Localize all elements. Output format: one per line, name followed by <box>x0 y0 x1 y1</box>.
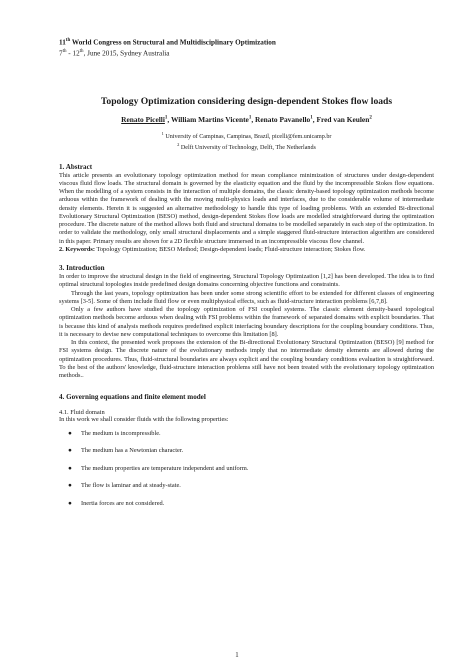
fluid-domain-subheading: 4.1. Fluid domain <box>59 409 105 417</box>
affiliations <box>59 130 434 153</box>
author-name: Fred van Keulen$^2$ <box>316 114 372 124</box>
paper-title: Topology Optimization considering design-dependent Stokes flow loads <box>100 95 393 107</box>
keywords-text: Topology Optimization; BESO Method; Design-dependent loads; Fluid-structure interaction; Stokes flow. <box>96 245 366 253</box>
conference-header <box>59 36 434 59</box>
abstract-text: This article presents an evolutionary topology optimization method for mean compliance minimization of structures under design-dependent viscous fluid flow loads. The structural domain is governed by the elasticity equation and the fluid by the incompressible Stokes flow equations. When the modelling of a system consists in the interaction of multiple domains, the classic density-based topology optimization methods become arduous within the framework of dealing with the moving multi-physics loads and interfaces, due to the considerable volume of intermediate density elements. Herein it is suggested an alternative methodology to handle this type of loading problems. With an extended Bi-directional Evolutionary Structural Optimization (BESO) method, design-dependent Stokes flow loads are modelled straightforward during the optimization procedure. The discrete nature of the method allows both fluid and structural domains to be modelled separately in each step of the optimization. In order to validate the methodology, only small structural displacements and a simple staggered fluid-structure interaction algorithm are considered in this paper. Primary results are shown for a 2D flexible structure immersed in an incompressible viscous flow channel. <box>59 171 434 245</box>
author-list: Renato Picelli$^1$, William Martins Vicente$^1$, Renato Pavanello$^1$, Fred van Keulen$^2$ <box>121 114 372 124</box>
bullet-icon: ● <box>68 482 72 490</box>
list-item: ● The medium has a Newtonian character. <box>68 447 184 455</box>
intro-paragraph: Through the last years, topology optimization has been under some strong scientific effort to be extended for different classes of engineering systems [3-5]. Some of them include fluid flow or even multiphysical effects, such as fluid-structure interaction problems [6,7,8]. <box>59 289 434 305</box>
keywords-label: 2. Keywords: <box>59 245 95 253</box>
intro-paragraph: In this context, the presented work proposes the extension of the Bi-directional Evolutionary Structural Optimization (BESO) [9] method for FSI systems design. The discrete nature of the evolutionary methods imply that no intermediate density elements are allowed during the optimization procedures. Thus, fluid-structural boundaries are always explicit and the coupling boundary conditions evaluation is straightforward. To the best of the authors' knowledge, fluid-structure interaction problems still have not been treated with the evolutionary topology optimization methods.. <box>59 339 434 380</box>
affiliation-line: $^1$ University of Campinas, Campinas, Brazil, picelli@fem.unicamp.br <box>161 130 332 140</box>
keywords <box>59 246 434 254</box>
conference-dates: 7th - 12th, June 2015, Sydney Australia <box>59 49 170 58</box>
bullet-icon: ● <box>68 499 72 507</box>
abstract-heading: 1. Abstract <box>59 162 93 171</box>
governing-heading: 4. Governing equations and finite element model <box>59 393 206 402</box>
fluid-intro-text: In this work we shall consider fluids with the following properties: <box>59 416 229 424</box>
list-item: ● The flow is laminar and at steady-state. <box>68 482 181 490</box>
intro-paragraph: In order to improve the structural design in the field of engineering, Structural Topology Optimization [1,2] has been developed. The idea is to find optimal structural topologies inside predefined design domains concerning objective functions and constraints. <box>59 273 434 289</box>
bullet-icon: ● <box>68 429 72 437</box>
affiliation-line: $^2$ Delft University of Technology, Delft, The Netherlands <box>177 142 316 152</box>
introduction-heading: 3. Introduction <box>59 264 105 273</box>
author-name: Renato Picelli$^1$ <box>121 114 168 124</box>
list-item: ● Inertia forces are not considered. <box>68 499 165 507</box>
intro-paragraph: Only a few authors have studied the topology optimization of FSI coupled systems. The classic element density-based topological optimization methods become arduous when dealing with FSI problems within the framework of separated domains with explicit boundaries. That is because this kind of analysis methods requires predefined explicit interfacing boundary descriptions for the coupling boundary conditions. Thus, it is necessary to devise new computational techniques to overcome this limitation [8]. <box>59 306 434 338</box>
list-item: ● The medium properties are temperature independent and uniform. <box>68 464 249 472</box>
page-number: 1 <box>235 652 239 659</box>
bullet-icon: ● <box>68 464 72 472</box>
conference-name: 11th World Congress on Structural and Multidisciplinary Optimization <box>59 38 276 47</box>
author-name: William Martins Vicente$^1$ <box>170 114 252 124</box>
bullet-icon: ● <box>68 447 72 455</box>
fluid-properties-list <box>59 430 434 518</box>
author-name: Renato Pavanello$^1$ <box>255 114 313 124</box>
list-item: ● The medium is incompressible. <box>68 429 161 437</box>
